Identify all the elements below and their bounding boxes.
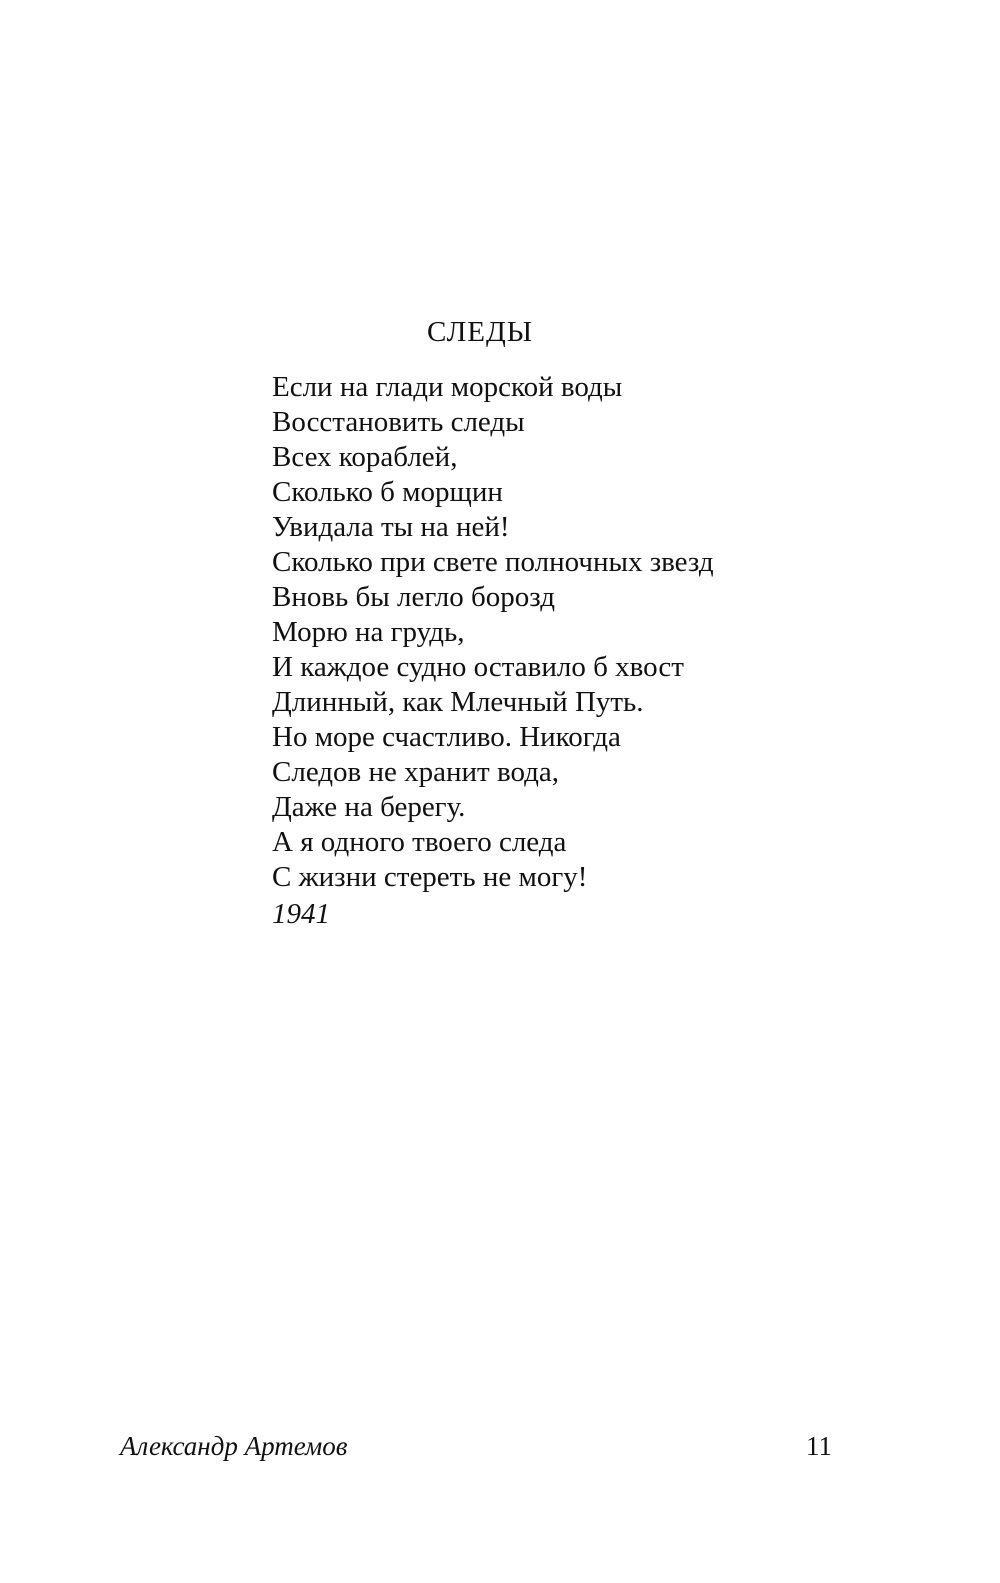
poem-title: СЛЕДЫ <box>426 316 534 348</box>
poem-line: Увидала ты на ней! <box>272 511 510 543</box>
poem-line: Сколько при свете полночных звезд <box>272 546 714 578</box>
poem-line: Сколько б морщин <box>272 476 503 508</box>
running-footer-author: Александр Артемов <box>120 1431 348 1461</box>
poem-line: Следов не хранит вода, <box>272 756 560 788</box>
poem-line: Всех кораблей, <box>272 441 458 473</box>
poem-line: Если на глади морской воды <box>272 371 623 403</box>
poem-line: Вновь бы легло борозд <box>272 581 555 613</box>
poem-line: Длинный, как Млечный Путь. <box>272 686 644 718</box>
page-number: 11 <box>806 1431 832 1461</box>
poem-line: Морю на грудь, <box>272 616 465 648</box>
poem-body <box>272 370 714 895</box>
poem-year: 1941 <box>272 898 330 930</box>
poem-line: Но море счастливо. Никогда <box>272 721 621 753</box>
poem-line: А я одного твоего следа <box>272 826 567 858</box>
poem-line: С жизни стереть не могу! <box>272 861 588 893</box>
poem-line: И каждое судно оставило б хвост <box>272 651 684 683</box>
poem-line: Восстановить следы <box>272 406 525 438</box>
poem-line: Даже на берегу. <box>272 791 466 823</box>
